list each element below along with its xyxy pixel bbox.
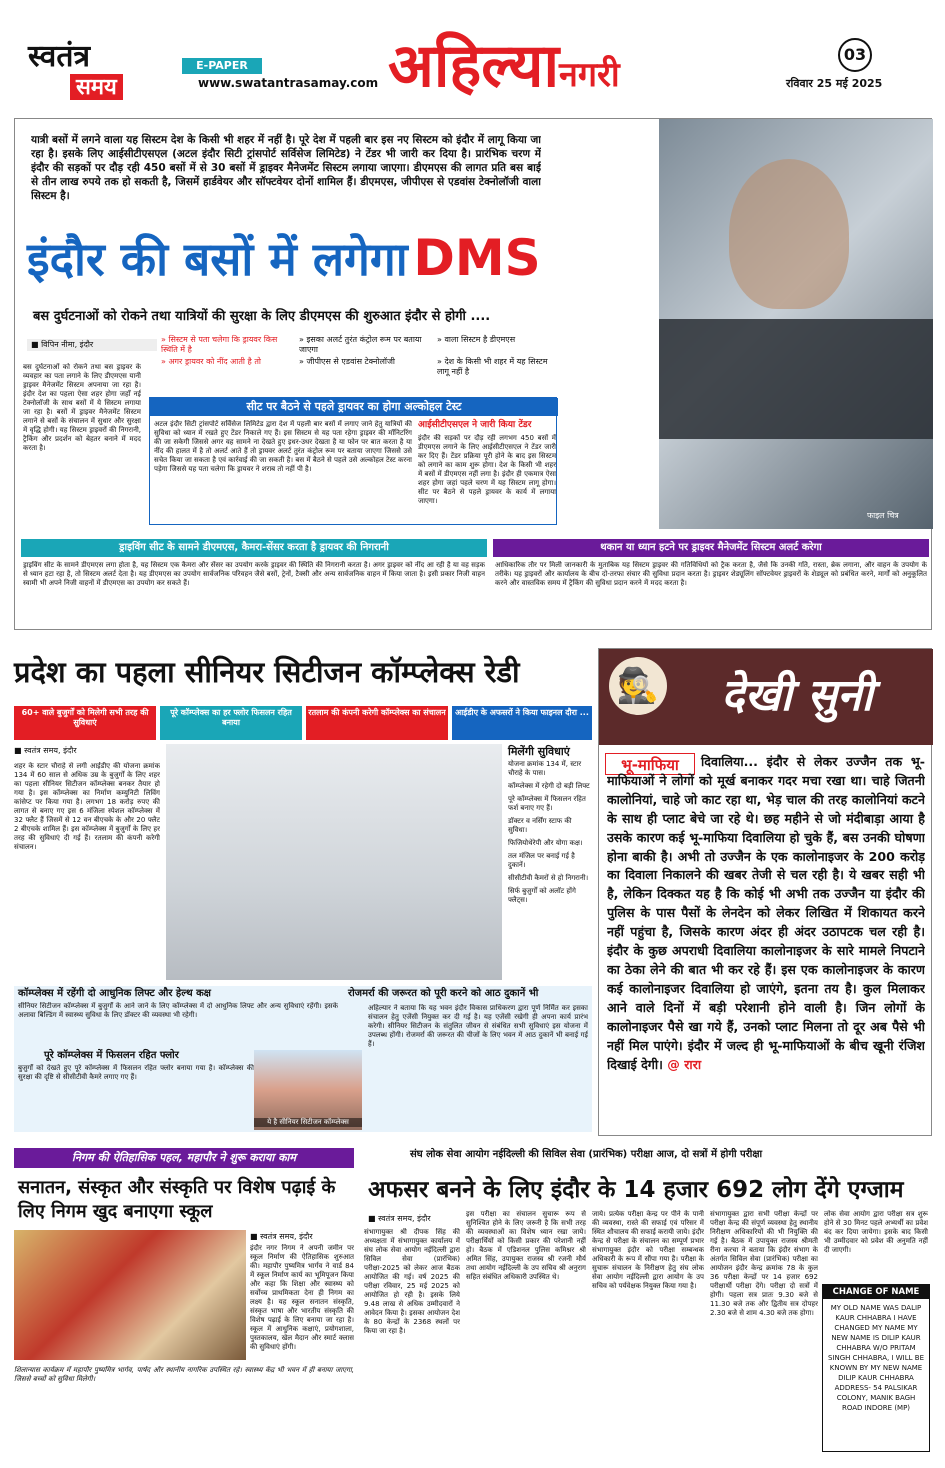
senior-tag-1: 60+ वाले बुजुर्गों को मिलेगी सभी तरह की सुविधाएं bbox=[14, 706, 156, 740]
logo-bottom: समय bbox=[70, 74, 123, 100]
facility-item: सीसीटीवी कैमरों से हो निगरानी। bbox=[508, 874, 589, 882]
senior-tags bbox=[14, 706, 592, 742]
upsc-col-4: संभागायुक्त द्वारा सभी परीक्षा केन्द्रों पर परीक्षा केन्द्र की संपूर्ण व्यवस्था हेतु स्थानीय निरीक्षण अधिकारियों की भी नियुक्ति की गई है। बैठक में उपायुक्त राजस्व श्रीमती रीना करचा ने बताया कि इंदौर संभाग के अंतर्गत सिविल सेवा (प्रारंभिक) परीक्षा का आयोजन इंदौर केन्द्र क्रमांक 78 के कुल 36 परीक्षा केन्द्रों पर 14 हजार 692 परीक्षार्थी परीक्षा देंगे। परीक्षा दो सत्रों में होगी। पहला सत्र प्रातः 9.30 बजे से 11.30 बजे तक और द्वितीय सत्र दोपहर 2.30 बजे से शाम 4.30 बजे तक होगा। bbox=[710, 1210, 818, 1317]
dms-bullets bbox=[161, 335, 661, 375]
alcohol-text: अटल इंदौर सिटी ट्रांसपोर्ट सर्विसेज लिमिटेड द्वारा देश में पहली बार बसों में लगाए जाने हेतु यात्रियों की सुविधा को ध्यान में रखते हुए टेंडर निकाले गए हैं। इस सिस्टम से यह पता रहेगा ड्राइवर की मॉनिटरिंग की जा सकेगी जिससे अगर वह सामने ना देखते हुए इधर-उधर देखता है या फोन पर बात करता है या नींद की हालत में है तो अलर्ट आते हैं तो ड्रायवर अलर्ट तुरंत कंट्रोल रूम पर बताया जाएगा जिससे उसे सचेत किया जा सकता है एवं कार्रवाई की जा सकती है। बस में बैठने से पहले उसे अल्कोहल टेस्ट करना पड़ेगा जिससे यह पता चलेगा कि ड्रायवर ने शराब तो नहीं पी है। bbox=[154, 420, 412, 473]
nigam-text: इंदौर नगर निगम ने अपनी जमीन पर स्कूल निर्माण की ऐतिहासिक शुरुआत की। महापौर पुष्यमित्र भार्गव ने वार्ड 84 में स्कूल निर्माण कार्य का भूमिपूजन किया और कहा कि शिक्षा और स्वास्थ्य को सर्वोच्च प्राथमिकता देना ही निगम का लक्ष्य है। यह स्कूल सनातन संस्कृति, संस्कृत भाषा और भारतीय संस्कृति की विशेष पढ़ाई के लिए बनाया जा रहा है। स्कूल में आधुनिक कक्षाएं, प्रयोगशाला, पुस्तकालय, खेल मैदान और स्मार्ट क्लास की सुविधाएं होंगी। bbox=[250, 1244, 354, 1351]
facility-item: कॉम्प्लेक्स में रहेगी दो बड़ी लिफ्ट bbox=[508, 782, 590, 790]
dekhi-title: देखी सुनी bbox=[721, 670, 873, 721]
floor-text: बुजुर्गों को देखते हुए पूरे कॉम्प्लेक्स में फिसलन रहित फ्लोर बनाया गया है। कॉम्प्लेक्स की सुरक्षा की दृष्टि से सीसीटीवी कैमरे लगाए गए हैं। bbox=[18, 1064, 254, 1081]
name-change-notice bbox=[822, 1284, 930, 1452]
building-caption: ये है सीनियर सिटीजन कॉम्प्लेक्स bbox=[254, 1118, 362, 1127]
shops-title: रोजमर्रा की जरूरत को पूरी करने को आठ दुकानें भी bbox=[348, 988, 539, 999]
senior-headline: प्रदेश का पहला सीनियर सिटीजन कॉम्प्लेक्स रेडी bbox=[14, 655, 520, 689]
nigam-caption: शिलान्यास कार्यक्रम में महापौर पुष्यमित्र भार्गव, पार्षद और स्थानीय नागरिक उपस्थित रहे। स्वास्थ्य केंद्र भी भवन में ही बनाया जाएगा, जिससे बच्चों को सुविधा मिलेगी। bbox=[14, 1366, 354, 1383]
building-photo bbox=[254, 1050, 362, 1130]
senior-byline: ■ स्वतंत्र समय, इंदौर bbox=[14, 746, 77, 755]
page-number: 03 bbox=[838, 38, 872, 72]
dekhi-text: दिवालिया... इंदौर से लेकर उज्जैन तक भू-माफियाओं ने लोगों को मूर्ख बनाकर गदर मचा रखा था। चाहे जितनी कालोनियां, चाहे जो काट रहा था, भेड़ चाल की तरह कालोनियां कटने के साथ ही प्लाट बेचे जा रहे थे। छह महीने से जो मंदीबाड़ा आया है उसके कारण कई भू-माफिया दिवालिया हो चुके हैं, बस उनकी घोषणा होना बाकी है। अभी तो उज्जैन के एक कालोनाइजर के 200 करोड़ का दिवाला निकालने की खबर तेजी से चल रही है। ये खबर सही भी है, लेकिन दिक्कत यह है कि कोई भी अभी तक उज्जैन या इंदौर की पुलिस के पास पैसों के लेनदेन को लेकर लिखित में शिकायत करने नहीं पहुंचा है, जिसके कारण अंदर ही अंदर उठापटक चल रही है। इंदौर के कुछ अपराधी दिवालिया कालोनाइजर के सारे मामले निपटाने का ठेका लेने की बात भी कर रहे हैं। इस एक कालोनाइजर के कारण कई कालोनाइजर दिवालिया हो जाएंगे, इतना तय है। कुल मिलाकर आने वाले दिनों में बड़ी परेशानी होने वाली है। जिन लोगों के कालोनाइजर पैसे खा गये हैं, उनको प्लाट मिलना तो दूर अब पैसे भी नहीं मिल पाएंगे। इंदौर में जल्द ही भू-माफियाओं के बीच खूनी रंजिश दिखाई देगी। @ रारा bbox=[607, 754, 925, 1072]
dms-headline bbox=[27, 223, 647, 293]
bullet-5: » वाला सिस्टम है डीएमएस bbox=[437, 335, 516, 344]
bullet-2: » अगर ड्रायवर को नींद आती है तो bbox=[161, 357, 261, 366]
dekhi-label: भू-माफिया bbox=[605, 753, 695, 775]
dms-intro: यात्री बसों में लगने वाला यह सिस्टम देश के किसी भी शहर में नहीं है। पूरे देश में पहली बार इस नए सिस्टम को इंदौर में लागू किया जा रहा है। इसके लिए आईसीटीएसएल (अटल इंदौर सिटी ट्रांसपोर्ट सर्विसेज लिमिटेड) ने टेंडर भी जारी कर दिया है। प्रारंभिक चरण में इंदौर की सड़कों पर दौड़ रही 450 बसों में से 30 बसों में ड्राइवर मैनेजमेंट सिस्टम लगाया जाएगा। डीएमएस की लागत प्रति बस बाई से तीन लाख रुपये तक हो सकती है, जिसमें हार्डवेयर और सॉफ्टवेयर दोनों शामिल हैं। डीएमएस, जीपीएस से एडवांस टेक्नोलॉजी वाला सिस्टम है। bbox=[31, 134, 541, 202]
floor-title: पूरे कॉम्प्लेक्स में फिसलन रहित फ्लोर bbox=[44, 1050, 179, 1061]
byline-icon: ■ bbox=[31, 340, 42, 349]
facility-item: डॉक्टर व नर्सिंग स्टाफ की सुविधा। bbox=[508, 817, 572, 834]
senior-body: शहर के स्टार चौराहे से लगी आईडीए की योजना क्रमांक 134 में 60 साल से अधिक उम्र के बुजुर्गों के लिए शहर का पहला सीनियर सिटीजन कॉम्प्लेक्स बनकर तैयार हो गया है। इस कॉम्प्लेक्स का निर्माण कम्युनिटी लिविंग कांसेप्ट पर किया गया है। लगभग 18 करोड़ रुपए की लागत से बनाए गए इस 6 मंजिला स्पेशल कॉम्प्लेक्स में 32 फ्लैट हैं जिसमें से 12 वन बीएचके के और 20 फ्लैट 2 बीएचके शामिल हैं। इस कॉम्प्लेक्स में बुजुर्गों के लिए हर तरह की सुविधाएं दी गई हैं। रतलाम की कंपनी करेगी संचालन। bbox=[14, 762, 160, 851]
bullet-6: » देश के किसी भी शहर में यह सिस्टम लागू नहीं है bbox=[437, 357, 548, 376]
dms-subhead: बस दुर्घटनाओं को रोकने तथा यात्रियों की सुरक्षा के लिए डीएमएस की शुरुआत इंदौर से होगी .... bbox=[33, 309, 491, 324]
bullet-1: » सिस्टम से पता चलेगा कि ड्रायवर किस स्थिति में है bbox=[161, 335, 278, 354]
nigam-story bbox=[14, 1148, 354, 1460]
dms-left-col: बस दुर्घटनाओं को रोकने तथा बस ड्राइवर के व्यवहार का पता लगाने के लिए डीएमएस यानी ड्राइवर मैनेजमेंट सिस्टम अपनाया जा रहा है। इंदौर देश का पहला ऐसा शहर होगा जहाँ नई टेक्नोलॉजी के साथ बसों में ये सिस्टम लगाया जा रहा है। बसों में ड्राइवर मैनेजमेंट सिस्टम लगाने से बसों के संचालन में सुधार और सुरक्षा में वृद्धि होगी। यह सिस्टम ड्राइवरों की निगरानी, ट्रैकिंग और प्रदर्शन को बेहतर बनाने में मदद करता है। bbox=[23, 363, 141, 452]
logo-top: स्वतंत्र bbox=[28, 39, 91, 74]
nigam-byline: ■ स्वतंत्र समय, इंदौर bbox=[250, 1232, 313, 1241]
date: रविवार 25 मई 2025 bbox=[786, 77, 883, 90]
upsc-headline: अफसर बनने के लिए इंदौर के 14 हजार 692 लोग देंगे एग्जाम bbox=[368, 1177, 904, 1203]
spy-icon: 🕵 bbox=[609, 657, 667, 715]
officials-photo bbox=[166, 744, 502, 980]
lift-title: कॉम्प्लेक्स में रहेंगी दो आधुनिक लिफ्ट और हेल्थ कक्ष bbox=[18, 988, 211, 999]
upsc-col-1: संभागायुक्त श्री दीपक सिंह की अध्यक्षता में संभागायुक्त कार्यालय में संघ लोक सेवा आयोग नईदिल्ली द्वारा सिविल सेवा (प्रारंभिक) परीक्षा-2025 को लेकर आज बैठक आयोजित की गई। वर्ष 2025 की परीक्षा रविवार, 25 मई 2025 को आयोजित हो रही है। इसके लिये 9.48 लाख से अधिक उम्मीदवारों ने आवेदन किया है। इसका आयोजन देश के 80 केन्द्रों के 2368 स्थलों पर किया जा रहा है। bbox=[364, 1228, 460, 1335]
edition-title bbox=[388, 26, 620, 106]
bullet-4: » जीपीएस से एडवांस टेक्नोलॉजी bbox=[299, 357, 395, 366]
driver-figure bbox=[729, 159, 849, 309]
epaper-badge: E-PAPER bbox=[182, 58, 262, 74]
senior-tag-2: पूरे कॉम्प्लेक्स का हर फ्लोर फिसलन रहित बनाया bbox=[160, 706, 302, 740]
dms-byline: ■ विपिन नीमा, इंदौर bbox=[27, 339, 157, 351]
band-right-text: आधिकारिक तौर पर मिली जानकारी के मुताबिक यह सिस्टम ड्राइवर की गतिविधियों को ट्रैक करता है, जैसे कि उनकी गति, रास्ता, ब्रेक लगाना, और वाहन के उपयोग के तरीके। यह ड्राइवरों और कार्यालय के बीच दो-तरफा संचार की सुविधा प्रदान करता है। ड्राइवर शेड्यूलिंग सॉफ्टवेयर ड्राइवरों के शेड्यूल को प्रबंधित करने, मार्गों को अनुकूलित करने और वास्तविक समय में ट्रैकिंग की सुविधा प्रदान करने में मदद करता है। bbox=[495, 561, 927, 587]
facilities-title: मिलेंगी सुविधाएं bbox=[508, 745, 570, 758]
dms-headline-a: इंदौर की बसों में लगेगा bbox=[27, 232, 408, 286]
facility-item: तल मंजिल पर बनाई गई है दुकानें। bbox=[508, 852, 575, 869]
tender-text: इंदौर की सड़कों पर दौड़ रही लगभग 450 बसों में डीएमएस लगाने के लिए आईसीटीएसएल ने टेंडर जारी कर दिए हैं। टेंडर प्रक्रिया पूरी होने के बाद इस सिस्टम को लगाने का काम शुरू होगा। देश के किसी भी शहर में बसों में डीएमएस नहीं लगा है। इंदौर ही एकमात्र ऐसा शहर होगा जहां पहले चरण में यह सिस्टम लागू होगा। सीट पर बैठने से पहले ड्रायवर के कार्य में लगाया जाएगा। bbox=[418, 434, 556, 505]
dekhi-sign: @ रारा bbox=[667, 1056, 702, 1072]
dekhi-banner bbox=[599, 649, 933, 745]
facilities-list bbox=[508, 760, 592, 980]
nigam-tag: निगम की ऐतिहासिक पहल, महापौर ने शुरू कराया काम bbox=[14, 1148, 354, 1168]
upsc-col-3: जाये। प्रत्येक परीक्षा केन्द्र पर पीने के पानी की व्यवस्था, रास्ते की सफाई एवं परिसर में स्थित शौचालय की सफाई करायी जाये। इंदौर केन्द्र से परीक्षा के संचालन का सम्पूर्ण प्रभार संभागायुक्त इंदौर को परीक्षा सम्बन्धक अधिकारी के रूप में सौंपा गया है। परीक्षा के सुचारू संचालन के निरीक्षण हेतु संघ लोक सेवा आयोग नईदिल्ली द्वारा आयोग के उप सचिव को पर्यवेक्षक नियुक्त किया गया है। bbox=[592, 1210, 704, 1290]
band-left-text: ड्राइविंग सीट के सामने डीएमएस लगा होता है, यह सिस्टम एक कैमरा और सेंसर का उपयोग करके ड्राइवर की स्थिति की निगरानी करता है। अगर ड्राइवर को नींद आ रही है या वह सड़क से ध्यान हटा रहा है, तो सिस्टम अलर्ट देता है। यह डीएमएस का उपयोग सार्वजनिक परिवहन जैसे बसों, ट्रेनों, टैक्सी और अन्य सार्वजनिक वाहन में किया जाता है। इसी प्रकार निजी वाहन स्वामी भी अपने निजी वाहनों में डीएमएस का उपयोग कर सकते हैं। bbox=[23, 561, 485, 587]
photo-caption: फाइल चित्र bbox=[867, 511, 899, 520]
masthead bbox=[0, 0, 945, 118]
notice-title: CHANGE OF NAME bbox=[823, 1285, 929, 1299]
band-right-title: थकान या ध्यान हटने पर ड्राइवर मैनेजमेंट सिस्टम अलर्ट करेगा bbox=[493, 539, 929, 557]
alcohol-title: सीट पर बैठने से पहले ड्रायवर का होगा अल्कोहल टेस्ट bbox=[150, 398, 558, 416]
dms-story bbox=[14, 118, 932, 630]
bullet-3: » इसका अलर्ट तुरंत कंट्रोल रूम पर बताया जाएगा bbox=[299, 335, 422, 354]
dms-headline-b: DMS bbox=[413, 229, 541, 287]
alcohol-box bbox=[149, 397, 557, 525]
upsc-col-5: लोक सेवा आयोग द्वारा परीक्षा सत्र शुरू होने से 30 मिनट पहले अभ्यर्थी का प्रवेश बंद कर दिया जायेगा। इसके बाद किसी भी उम्मीदवार को प्रवेश की अनुमति नहीं दी जाएगी। bbox=[824, 1210, 928, 1254]
facility-item: योजना क्रमांक 134 में, स्टार चौराहे के पास। bbox=[508, 760, 582, 777]
lift-text: सीनियर सिटीजन कॉम्प्लेक्स में बुजुर्गों के आने जाने के लिए कॉम्प्लेक्स में दो आधुनिक लिफ्ट और अन्य सुविधाएं रहेंगी। इसके अलावा बिल्डिंग में स्वास्थ्य सुविधा के लिए डॉक्टर की व्यवस्था भी रहेगी। bbox=[18, 1002, 338, 1019]
tender-title: आईसीटीएसएल ने जारी किया टेंडर bbox=[418, 420, 532, 430]
upsc-col-2: इस परीक्षा का संचालन सुचारू रूप से सुनिश्चित होने के लिए जरूरी है कि सभी तरह की व्यवस्थाओं का विशेष ध्यान रखा जाये। परीक्षार्थियों को किसी प्रकार की परेशानी नहीं हो। बैठक में एडिशनल पुलिस कमिश्नर श्री अमित सिंह, उपायुक्त राजस्व श्री रजनी मौर्य तथा आयोग नईदिल्ली के उप सचिव श्री अनुराग सहित संबंधित अधिकारी उपस्थित थे। bbox=[466, 1210, 586, 1281]
facility-item: पूरे कॉम्प्लेक्स में फिसलन रहित फर्श बनाए गए हैं। bbox=[508, 795, 586, 812]
upsc-kicker: संघ लोक सेवा आयोग नईदिल्ली की सिविल सेवा (प्रारंभिक) परीक्षा आज, दो सत्रों में होगी परीक्षा bbox=[410, 1149, 763, 1160]
website[interactable]: www.swatantrasamay.com bbox=[198, 76, 379, 90]
dekhi-suni bbox=[598, 648, 932, 1136]
notice-text: MY OLD NAME WAS DALIP KAUR CHHABRA I HAVE CHANGED MY NAME MY NEW NAME IS DILIP KAUR CHHABRA W/O PRITAM SINGH CHHABRA, I WILL BE KNOWN BY MY NEW NAME DILIP KAUR CHHABRA ADDRESS- 54 PALSIKAR COLONY, MANIK BAGH ROAD INDORE (MP) bbox=[827, 1304, 924, 1412]
edition-sub: नगरी bbox=[559, 55, 620, 95]
facility-item: सिर्फ बुजुर्गों को अलॉट होंगे फ्लैट्स। bbox=[508, 887, 576, 904]
nigam-headline: सनातन, संस्कृत और संस्कृति पर विशेष पढ़ाई के लिए निगम खुद बनाएगा स्कूल bbox=[18, 1177, 336, 1222]
ceremony-photo bbox=[14, 1230, 246, 1360]
upsc-byline: ■ स्वतंत्र समय, इंदौर bbox=[368, 1214, 431, 1223]
facility-item: फिजियोथेरेपी और योगा कक्ष। bbox=[508, 839, 583, 847]
band-left bbox=[21, 539, 487, 627]
senior-lower bbox=[14, 986, 592, 1132]
senior-tag-4: आईडीए के अफसरों ने किया फाइनल दौरा ... bbox=[452, 706, 592, 740]
edition-main: अहिल्या bbox=[388, 31, 559, 101]
driver-photo bbox=[659, 119, 933, 529]
band-left-title: ड्राइविंग सीट के सामने डीएमएस, कैमरा-सेंसर करता है ड्रायवर की निगरानी bbox=[21, 539, 487, 557]
senior-story bbox=[14, 644, 592, 1134]
bus-dashboard bbox=[659, 319, 933, 439]
shops-text: अहिल्यार ने बताया कि यह भवन इंदौर विकास प्राधिकरण द्वारा पूर्ण निर्मित कर इसका संचालन हेतु एजेंसी नियुक्त कर दी गई है। यह एजेंसी रखेगी ही अपना कार्य प्रारंभ करेगी। सीनियर सिटीजन के संतुलित जीवन से संबंधित सभी सुविधाएं इस योजना में उपलब्ध होंगी। रोजमर्रा की जरूरत की चीजों के लिए भवन में आठ दुकानें भी बनाई गई हैं। bbox=[368, 1004, 588, 1048]
senior-tag-3: रतलाम की कंपनी करेगी कॉम्प्लेक्स का संचालन bbox=[306, 706, 448, 740]
band-right bbox=[493, 539, 929, 627]
upsc-story bbox=[364, 1148, 932, 1460]
logo bbox=[28, 40, 158, 106]
